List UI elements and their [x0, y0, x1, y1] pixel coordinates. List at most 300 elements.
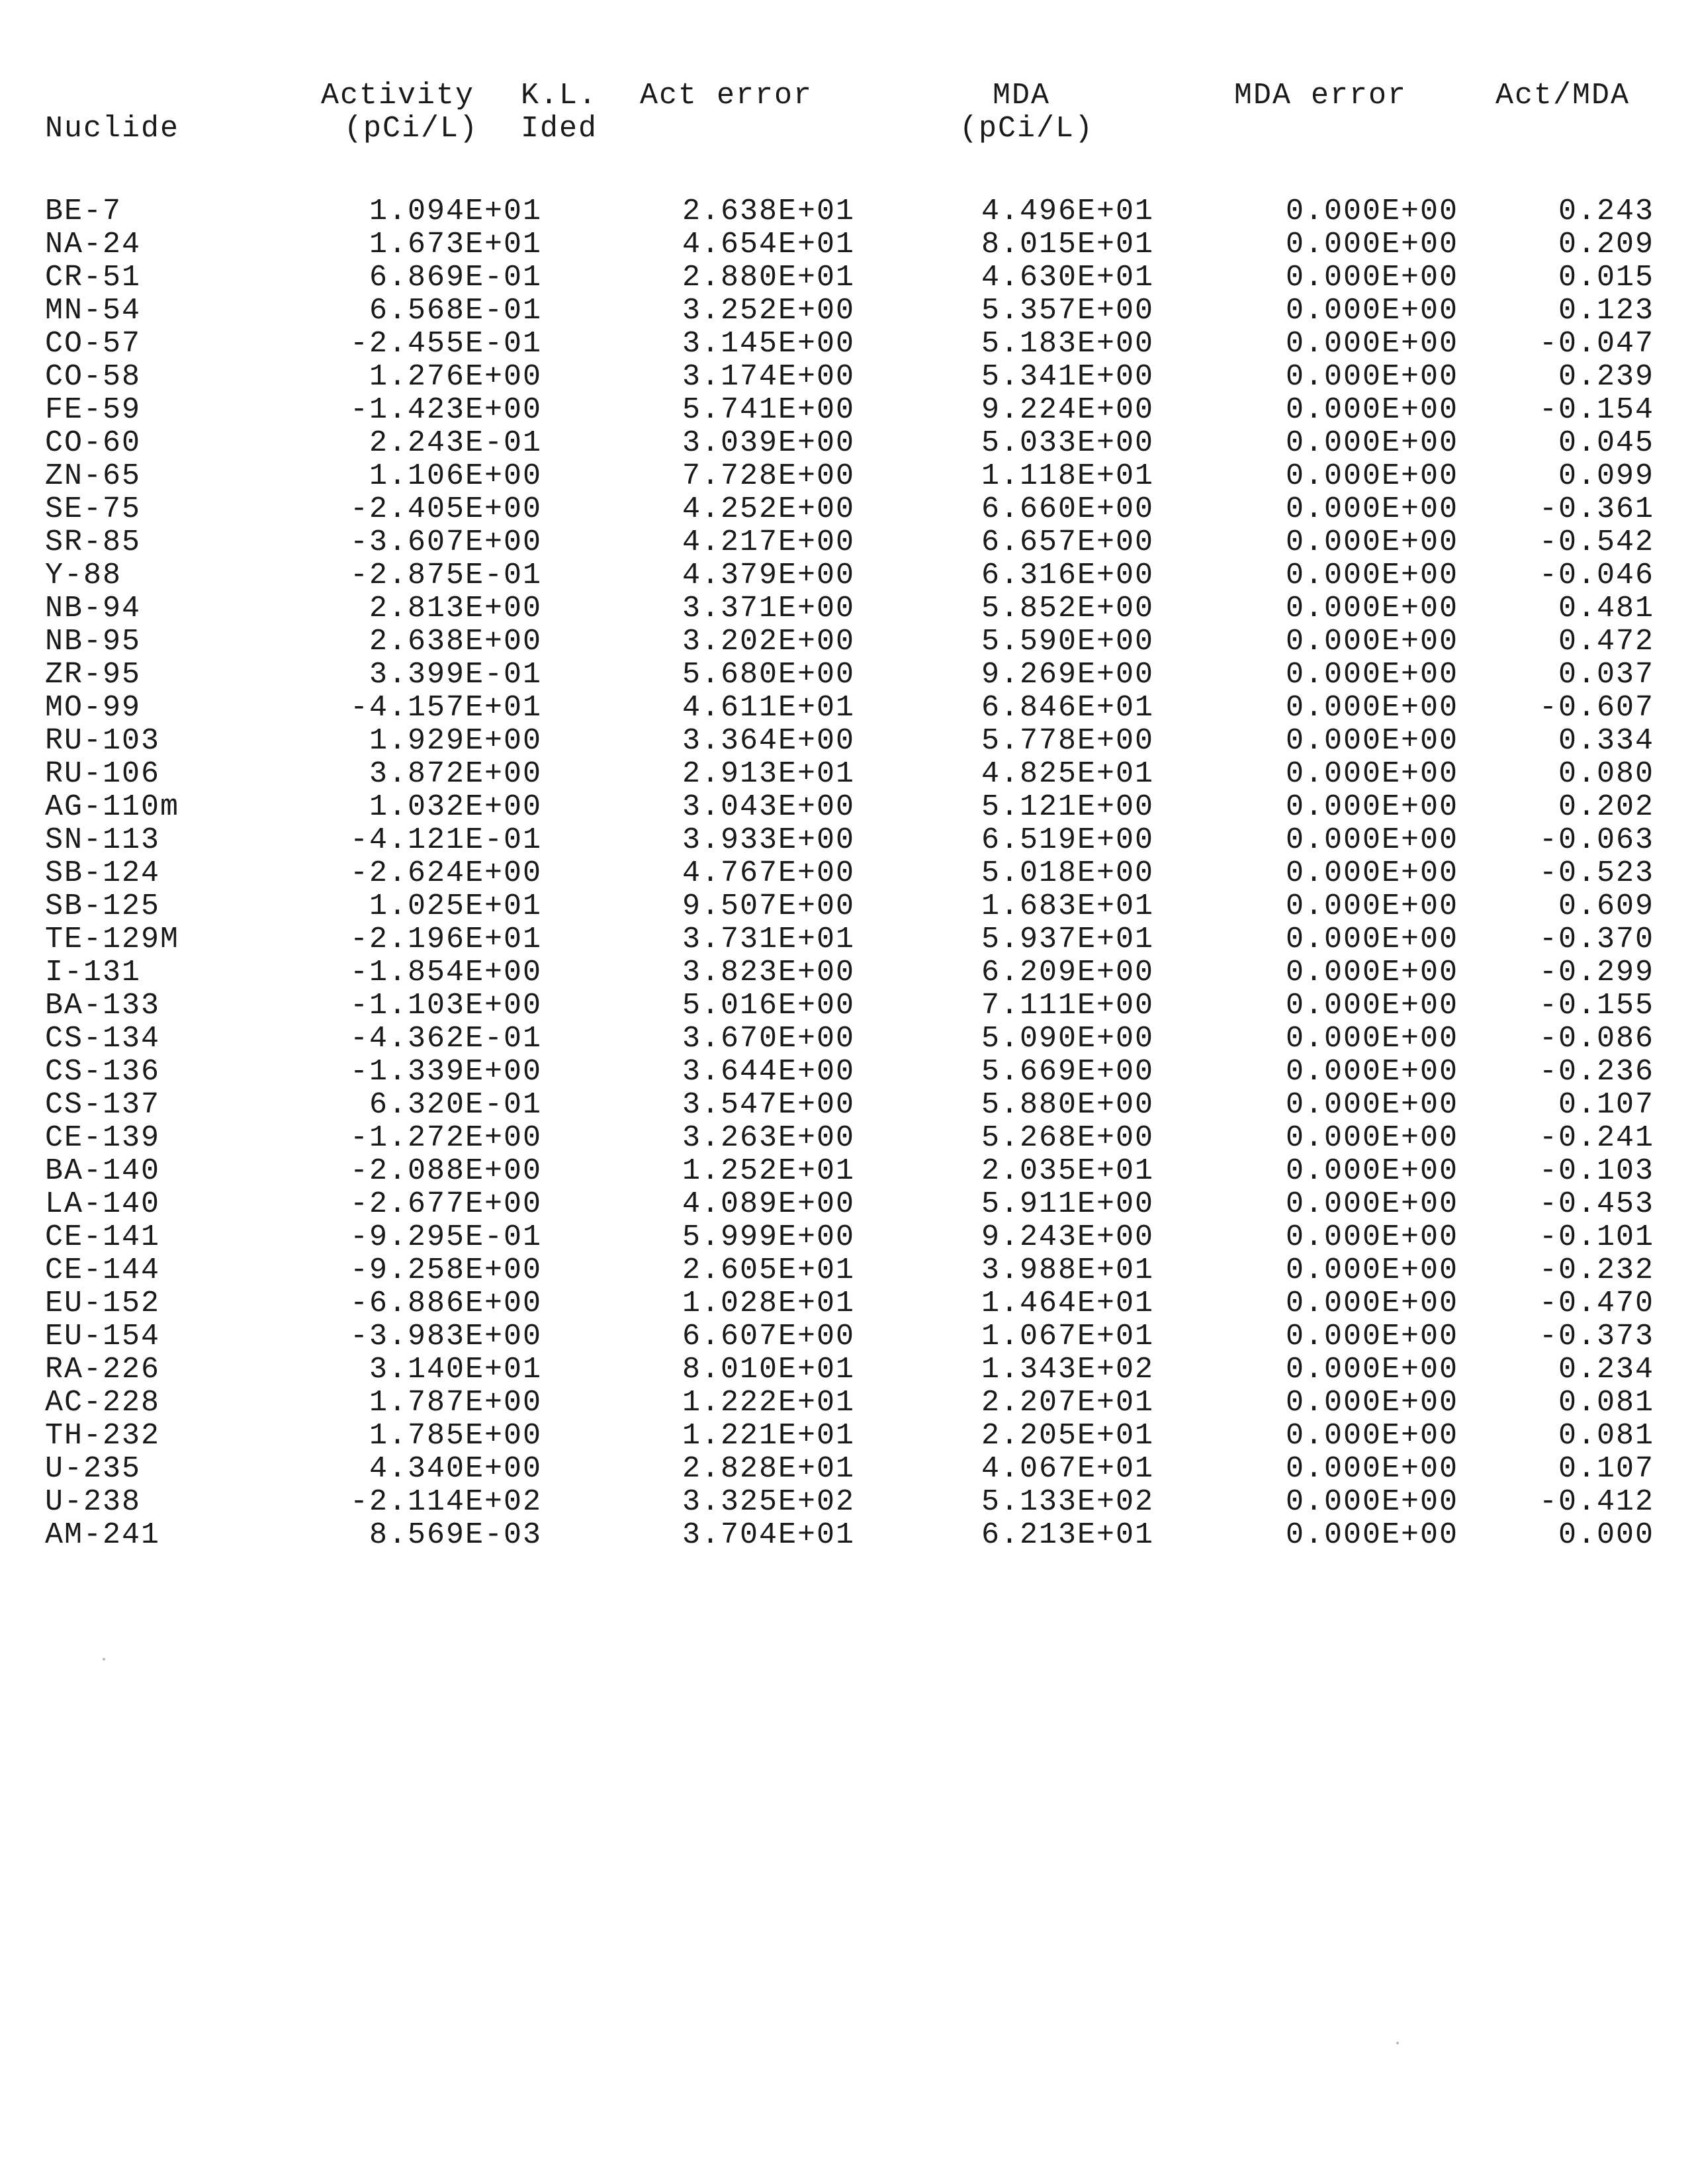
nuclide-cell: ZR-95	[45, 658, 142, 692]
table-row	[40, 328, 1654, 361]
mda-cell: 5.669E+00	[981, 1055, 1154, 1089]
mda-error-cell: 0.000E+00	[1285, 989, 1458, 1023]
nuclide-cell: TE-129M	[45, 923, 180, 956]
act-mda-cell: -0.236	[1538, 1055, 1654, 1089]
act-error-cell: 2.638E+01	[682, 195, 855, 228]
nuclide-cell: U-238	[45, 1485, 142, 1519]
act-mda-cell: 0.000	[1558, 1518, 1654, 1552]
nuclide-cell: NB-95	[45, 625, 142, 659]
mda-error-cell: 0.000E+00	[1285, 1220, 1458, 1254]
mda-error-cell: 0.000E+00	[1285, 1386, 1458, 1420]
act-mda-cell: -0.299	[1538, 956, 1654, 989]
activity-cell: -1.854E+00	[349, 956, 542, 989]
act-error-cell: 4.217E+00	[682, 525, 855, 559]
mda-error-cell: 0.000E+00	[1285, 1320, 1458, 1353]
activity-cell: -4.157E+01	[349, 691, 542, 725]
mda-cell: 5.937E+01	[981, 923, 1154, 956]
activity-cell: 1.673E+01	[369, 228, 542, 261]
act-error-cell: 2.605E+01	[682, 1253, 855, 1287]
table-header	[40, 79, 1654, 146]
act-mda-cell: 0.334	[1558, 724, 1654, 758]
nuclide-cell: MN-54	[45, 294, 142, 328]
table-row	[40, 493, 1654, 526]
mda-error-cell: 0.000E+00	[1285, 1353, 1458, 1387]
act-error-cell: 1.222E+01	[682, 1386, 855, 1420]
act-error-cell: 3.704E+01	[682, 1518, 855, 1552]
header-act-error: Act error	[640, 79, 813, 113]
mda-error-cell: 0.000E+00	[1285, 228, 1458, 261]
nuclide-cell: BE-7	[45, 195, 122, 228]
table-row	[40, 1519, 1654, 1552]
mda-error-cell: 0.000E+00	[1285, 1187, 1458, 1221]
mda-error-cell: 0.000E+00	[1285, 492, 1458, 526]
mda-cell: 5.090E+00	[981, 1022, 1154, 1056]
mda-cell: 6.316E+00	[981, 559, 1154, 592]
mda-cell: 9.269E+00	[981, 658, 1154, 692]
nuclide-cell: SB-125	[45, 889, 161, 923]
mda-cell: 5.183E+00	[981, 327, 1154, 361]
act-mda-cell: -0.046	[1538, 559, 1654, 592]
nuclide-cell: SB-124	[45, 856, 161, 890]
nuclide-cell: NB-94	[45, 592, 142, 625]
mda-error-cell: 0.000E+00	[1285, 691, 1458, 725]
mda-error-cell: 0.000E+00	[1285, 1022, 1458, 1056]
act-mda-cell: 0.481	[1558, 592, 1654, 625]
act-error-cell: 3.644E+00	[682, 1055, 855, 1089]
nuclide-cell: CS-137	[45, 1088, 161, 1122]
mda-cell: 5.590E+00	[981, 625, 1154, 659]
header-mda-unit: (pCi/L)	[959, 112, 1094, 146]
table-row	[40, 857, 1654, 890]
nuclide-cell: FE-59	[45, 393, 142, 427]
nuclide-cell: TH-232	[45, 1419, 161, 1453]
table-row	[40, 659, 1654, 692]
table-row	[40, 1453, 1654, 1486]
mda-error-cell: 0.000E+00	[1285, 923, 1458, 956]
header-row-2	[40, 113, 1654, 146]
mda-error-cell: 0.000E+00	[1285, 1518, 1458, 1552]
nuclide-cell: I-131	[45, 956, 142, 989]
act-mda-cell: -0.370	[1538, 923, 1654, 956]
activity-cell: 1.094E+01	[369, 195, 542, 228]
act-mda-cell: 0.037	[1558, 658, 1654, 692]
act-error-cell: 5.741E+00	[682, 393, 855, 427]
act-mda-cell: 0.045	[1558, 426, 1654, 460]
mda-error-cell: 0.000E+00	[1285, 956, 1458, 989]
act-mda-cell: 0.202	[1558, 790, 1654, 824]
nuclide-cell: RU-106	[45, 757, 161, 791]
mda-error-cell: 0.000E+00	[1285, 294, 1458, 328]
act-mda-cell: 0.239	[1558, 360, 1654, 394]
mda-error-cell: 0.000E+00	[1285, 426, 1458, 460]
act-mda-cell: -0.063	[1538, 823, 1654, 857]
mda-cell: 6.519E+00	[981, 823, 1154, 857]
activity-cell: -4.362E-01	[349, 1022, 542, 1056]
mda-cell: 1.343E+02	[981, 1353, 1154, 1387]
mda-error-cell: 0.000E+00	[1285, 559, 1458, 592]
activity-cell: -2.405E+00	[349, 492, 542, 526]
mda-cell: 8.015E+01	[981, 228, 1154, 261]
act-error-cell: 2.828E+01	[682, 1452, 855, 1486]
act-error-cell: 5.016E+00	[682, 989, 855, 1023]
table-row	[40, 1155, 1654, 1188]
nuclide-cell: NA-24	[45, 228, 142, 261]
header-nuclide: Nuclide	[45, 112, 180, 146]
mda-cell: 3.988E+01	[981, 1253, 1154, 1287]
act-error-cell: 4.252E+00	[682, 492, 855, 526]
mda-cell: 6.846E+01	[981, 691, 1154, 725]
act-error-cell: 6.607E+00	[682, 1320, 855, 1353]
mda-error-cell: 0.000E+00	[1285, 525, 1458, 559]
table-row	[40, 758, 1654, 791]
act-mda-cell: -0.412	[1538, 1485, 1654, 1519]
mda-error-cell: 0.000E+00	[1285, 1121, 1458, 1155]
table-row	[40, 725, 1654, 758]
nuclide-cell: CE-139	[45, 1121, 161, 1155]
nuclide-cell: BA-140	[45, 1154, 161, 1188]
act-error-cell: 7.728E+00	[682, 459, 855, 493]
header-kl: K.L.	[521, 79, 598, 113]
table-row	[40, 1387, 1654, 1420]
activity-cell: -4.121E-01	[349, 823, 542, 857]
nuclide-cell: EU-152	[45, 1287, 161, 1320]
act-mda-cell: 0.234	[1558, 1353, 1654, 1387]
mda-error-cell: 0.000E+00	[1285, 625, 1458, 659]
act-mda-cell: -0.154	[1538, 393, 1654, 427]
activity-cell: 2.243E-01	[369, 426, 542, 460]
header-mda-error: MDA error	[1234, 79, 1407, 113]
act-error-cell: 3.252E+00	[682, 294, 855, 328]
table-row	[40, 1221, 1654, 1254]
table-row	[40, 1056, 1654, 1089]
table-row	[40, 989, 1654, 1023]
act-error-cell: 3.174E+00	[682, 360, 855, 394]
mda-cell: 4.496E+01	[981, 195, 1154, 228]
table-row	[40, 394, 1654, 427]
nuclide-cell: CO-58	[45, 360, 142, 394]
act-mda-cell: 0.015	[1558, 261, 1654, 295]
mda-cell: 7.111E+00	[981, 989, 1154, 1023]
act-mda-cell: -0.101	[1538, 1220, 1654, 1254]
table-row	[40, 1254, 1654, 1287]
header-kl-ided: Ided	[521, 112, 598, 146]
mda-error-cell: 0.000E+00	[1285, 1419, 1458, 1453]
header-activity-unit: (pCi/L)	[344, 112, 479, 146]
activity-cell: -1.423E+00	[349, 393, 542, 427]
table-row	[40, 824, 1654, 857]
table-row	[40, 261, 1654, 295]
mda-error-cell: 0.000E+00	[1285, 1287, 1458, 1320]
mda-cell: 5.033E+00	[981, 426, 1154, 460]
act-mda-cell: 0.243	[1558, 195, 1654, 228]
table-row	[40, 1320, 1654, 1353]
mda-error-cell: 0.000E+00	[1285, 1154, 1458, 1188]
act-mda-cell: 0.099	[1558, 459, 1654, 493]
header-act-mda: Act/MDA	[1495, 79, 1630, 113]
nuclide-cell: EU-154	[45, 1320, 161, 1353]
act-error-cell: 9.507E+00	[682, 889, 855, 923]
activity-cell: -2.088E+00	[349, 1154, 542, 1188]
act-error-cell: 5.680E+00	[682, 658, 855, 692]
mda-cell: 9.243E+00	[981, 1220, 1154, 1254]
activity-cell: 2.813E+00	[369, 592, 542, 625]
act-error-cell: 3.145E+00	[682, 327, 855, 361]
table-row	[40, 295, 1654, 328]
table-row	[40, 195, 1654, 228]
nuclide-cell: CO-57	[45, 327, 142, 361]
act-error-cell: 3.364E+00	[682, 724, 855, 758]
act-error-cell: 1.221E+01	[682, 1419, 855, 1453]
act-error-cell: 2.913E+01	[682, 757, 855, 791]
mda-error-cell: 0.000E+00	[1285, 327, 1458, 361]
activity-cell: -2.196E+01	[349, 923, 542, 956]
act-error-cell: 3.202E+00	[682, 625, 855, 659]
act-error-cell: 1.028E+01	[682, 1287, 855, 1320]
activity-cell: 6.568E-01	[369, 294, 542, 328]
mda-cell: 5.121E+00	[981, 790, 1154, 824]
act-mda-cell: -0.103	[1538, 1154, 1654, 1188]
nuclide-cell: CS-136	[45, 1055, 161, 1089]
activity-cell: -1.339E+00	[349, 1055, 542, 1089]
table-row	[40, 526, 1654, 559]
mda-cell: 5.778E+00	[981, 724, 1154, 758]
mda-error-cell: 0.000E+00	[1285, 360, 1458, 394]
nuclide-cell: AC-228	[45, 1386, 161, 1420]
table-row	[40, 1486, 1654, 1519]
act-mda-cell: -0.232	[1538, 1253, 1654, 1287]
act-mda-cell: 0.081	[1558, 1419, 1654, 1453]
act-mda-cell: -0.373	[1538, 1320, 1654, 1353]
act-mda-cell: -0.470	[1538, 1287, 1654, 1320]
act-mda-cell: -0.361	[1538, 492, 1654, 526]
activity-cell: 1.276E+00	[369, 360, 542, 394]
nuclide-results-table	[40, 79, 1654, 1552]
act-error-cell: 4.089E+00	[682, 1187, 855, 1221]
act-error-cell: 3.933E+00	[682, 823, 855, 857]
table-row	[40, 791, 1654, 824]
activity-cell: -2.624E+00	[349, 856, 542, 890]
mda-cell: 6.660E+00	[981, 492, 1154, 526]
act-error-cell: 3.731E+01	[682, 923, 855, 956]
mda-error-cell: 0.000E+00	[1285, 393, 1458, 427]
mda-cell: 2.035E+01	[981, 1154, 1154, 1188]
act-mda-cell: 0.472	[1558, 625, 1654, 659]
activity-cell: -3.983E+00	[349, 1320, 542, 1353]
mda-cell: 1.683E+01	[981, 889, 1154, 923]
nuclide-cell: AG-110m	[45, 790, 180, 824]
act-error-cell: 1.252E+01	[682, 1154, 855, 1188]
act-mda-cell: 0.081	[1558, 1386, 1654, 1420]
activity-cell: -2.677E+00	[349, 1187, 542, 1221]
nuclide-cell: CR-51	[45, 261, 142, 295]
activity-cell: -1.272E+00	[349, 1121, 542, 1155]
table-body	[40, 195, 1654, 1552]
table-row	[40, 1023, 1654, 1056]
activity-cell: -2.455E-01	[349, 327, 542, 361]
act-mda-cell: -0.047	[1538, 327, 1654, 361]
activity-cell: -9.295E-01	[349, 1220, 542, 1254]
act-mda-cell: -0.453	[1538, 1187, 1654, 1221]
activity-cell: 1.106E+00	[369, 459, 542, 493]
act-mda-cell: -0.542	[1538, 525, 1654, 559]
table-row	[40, 427, 1654, 460]
mda-error-cell: 0.000E+00	[1285, 790, 1458, 824]
mda-error-cell: 0.000E+00	[1285, 724, 1458, 758]
activity-cell: 1.032E+00	[369, 790, 542, 824]
table-row	[40, 1287, 1654, 1320]
nuclide-cell: MO-99	[45, 691, 142, 725]
mda-error-cell: 0.000E+00	[1285, 823, 1458, 857]
mda-cell: 1.067E+01	[981, 1320, 1154, 1353]
mda-cell: 6.209E+00	[981, 956, 1154, 989]
table-row	[40, 956, 1654, 989]
mda-error-cell: 0.000E+00	[1285, 1452, 1458, 1486]
nuclide-cell: SE-75	[45, 492, 142, 526]
activity-cell: -1.103E+00	[349, 989, 542, 1023]
mda-error-cell: 0.000E+00	[1285, 261, 1458, 295]
act-mda-cell: -0.241	[1538, 1121, 1654, 1155]
mda-error-cell: 0.000E+00	[1285, 757, 1458, 791]
mda-error-cell: 0.000E+00	[1285, 1055, 1458, 1089]
act-error-cell: 3.371E+00	[682, 592, 855, 625]
activity-cell: 6.869E-01	[369, 261, 542, 295]
activity-cell: -2.114E+02	[349, 1485, 542, 1519]
act-mda-cell: 0.123	[1558, 294, 1654, 328]
table-row	[40, 228, 1654, 261]
table-row	[40, 1353, 1654, 1387]
table-row	[40, 1420, 1654, 1453]
nuclide-cell: ZN-65	[45, 459, 142, 493]
scan-speck	[103, 1658, 105, 1661]
mda-error-cell: 0.000E+00	[1285, 1485, 1458, 1519]
nuclide-cell: AM-241	[45, 1518, 161, 1552]
mda-cell: 5.880E+00	[981, 1088, 1154, 1122]
mda-cell: 5.133E+02	[981, 1485, 1154, 1519]
act-error-cell: 4.611E+01	[682, 691, 855, 725]
activity-cell: 3.140E+01	[369, 1353, 542, 1387]
nuclide-cell: CE-144	[45, 1253, 161, 1287]
act-error-cell: 4.379E+00	[682, 559, 855, 592]
mda-cell: 1.118E+01	[981, 459, 1154, 493]
nuclide-cell: BA-133	[45, 989, 161, 1023]
activity-cell: -2.875E-01	[349, 559, 542, 592]
activity-cell: 3.399E-01	[369, 658, 542, 692]
nuclide-cell: RA-226	[45, 1353, 161, 1387]
activity-cell: 4.340E+00	[369, 1452, 542, 1486]
table-row	[40, 923, 1654, 956]
act-error-cell: 4.767E+00	[682, 856, 855, 890]
activity-cell: -6.886E+00	[349, 1287, 542, 1320]
activity-cell: 3.872E+00	[369, 757, 542, 791]
activity-cell: -3.607E+00	[349, 525, 542, 559]
mda-cell: 1.464E+01	[981, 1287, 1154, 1320]
mda-error-cell: 0.000E+00	[1285, 592, 1458, 625]
act-error-cell: 2.880E+01	[682, 261, 855, 295]
activity-cell: 2.638E+00	[369, 625, 542, 659]
mda-error-cell: 0.000E+00	[1285, 1253, 1458, 1287]
mda-cell: 5.341E+00	[981, 360, 1154, 394]
nuclide-cell: Y-88	[45, 559, 122, 592]
mda-cell: 2.207E+01	[981, 1386, 1154, 1420]
activity-cell: 1.929E+00	[369, 724, 542, 758]
header-activity: Activity	[321, 79, 475, 113]
nuclide-cell: CO-60	[45, 426, 142, 460]
mda-error-cell: 0.000E+00	[1285, 889, 1458, 923]
act-mda-cell: -0.523	[1538, 856, 1654, 890]
act-error-cell: 4.654E+01	[682, 228, 855, 261]
mda-cell: 4.067E+01	[981, 1452, 1154, 1486]
mda-error-cell: 0.000E+00	[1285, 856, 1458, 890]
act-error-cell: 8.010E+01	[682, 1353, 855, 1387]
act-error-cell: 3.263E+00	[682, 1121, 855, 1155]
activity-cell: 1.025E+01	[369, 889, 542, 923]
act-mda-cell: 0.609	[1558, 889, 1654, 923]
act-error-cell: 3.039E+00	[682, 426, 855, 460]
mda-cell: 4.630E+01	[981, 261, 1154, 295]
nuclide-cell: SR-85	[45, 525, 142, 559]
table-row	[40, 559, 1654, 592]
mda-cell: 9.224E+00	[981, 393, 1154, 427]
table-row	[40, 625, 1654, 659]
mda-cell: 5.268E+00	[981, 1121, 1154, 1155]
mda-cell: 6.213E+01	[981, 1518, 1154, 1552]
activity-cell: 1.787E+00	[369, 1386, 542, 1420]
act-mda-cell: 0.107	[1558, 1452, 1654, 1486]
nuclide-cell: CS-134	[45, 1022, 161, 1056]
activity-cell: 8.569E-03	[369, 1518, 542, 1552]
table-row	[40, 1089, 1654, 1122]
mda-cell: 5.911E+00	[981, 1187, 1154, 1221]
table-row	[40, 361, 1654, 394]
act-mda-cell: 0.107	[1558, 1088, 1654, 1122]
nuclide-cell: U-235	[45, 1452, 142, 1486]
act-error-cell: 3.043E+00	[682, 790, 855, 824]
act-mda-cell: -0.607	[1538, 691, 1654, 725]
nuclide-cell: CE-141	[45, 1220, 161, 1254]
nuclide-cell: SN-113	[45, 823, 161, 857]
mda-error-cell: 0.000E+00	[1285, 195, 1458, 228]
mda-error-cell: 0.000E+00	[1285, 459, 1458, 493]
mda-error-cell: 0.000E+00	[1285, 1088, 1458, 1122]
nuclide-cell: RU-103	[45, 724, 161, 758]
act-error-cell: 3.823E+00	[682, 956, 855, 989]
mda-cell: 5.852E+00	[981, 592, 1154, 625]
header-row-1	[40, 79, 1654, 113]
act-error-cell: 5.999E+00	[682, 1220, 855, 1254]
nuclide-cell: LA-140	[45, 1187, 161, 1221]
act-mda-cell: 0.209	[1558, 228, 1654, 261]
table-row	[40, 890, 1654, 923]
mda-cell: 5.018E+00	[981, 856, 1154, 890]
act-mda-cell: -0.086	[1538, 1022, 1654, 1056]
activity-cell: 1.785E+00	[369, 1419, 542, 1453]
table-row	[40, 1122, 1654, 1155]
mda-cell: 4.825E+01	[981, 757, 1154, 791]
table-row	[40, 692, 1654, 725]
act-error-cell: 3.670E+00	[682, 1022, 855, 1056]
act-error-cell: 3.325E+02	[682, 1485, 855, 1519]
act-mda-cell: -0.155	[1538, 989, 1654, 1023]
activity-cell: 6.320E-01	[369, 1088, 542, 1122]
table-row	[40, 1188, 1654, 1221]
act-error-cell: 3.547E+00	[682, 1088, 855, 1122]
mda-cell: 6.657E+00	[981, 525, 1154, 559]
mda-error-cell: 0.000E+00	[1285, 658, 1458, 692]
act-mda-cell: 0.080	[1558, 757, 1654, 791]
mda-cell: 5.357E+00	[981, 294, 1154, 328]
mda-cell: 2.205E+01	[981, 1419, 1154, 1453]
activity-cell: -9.258E+00	[349, 1253, 542, 1287]
